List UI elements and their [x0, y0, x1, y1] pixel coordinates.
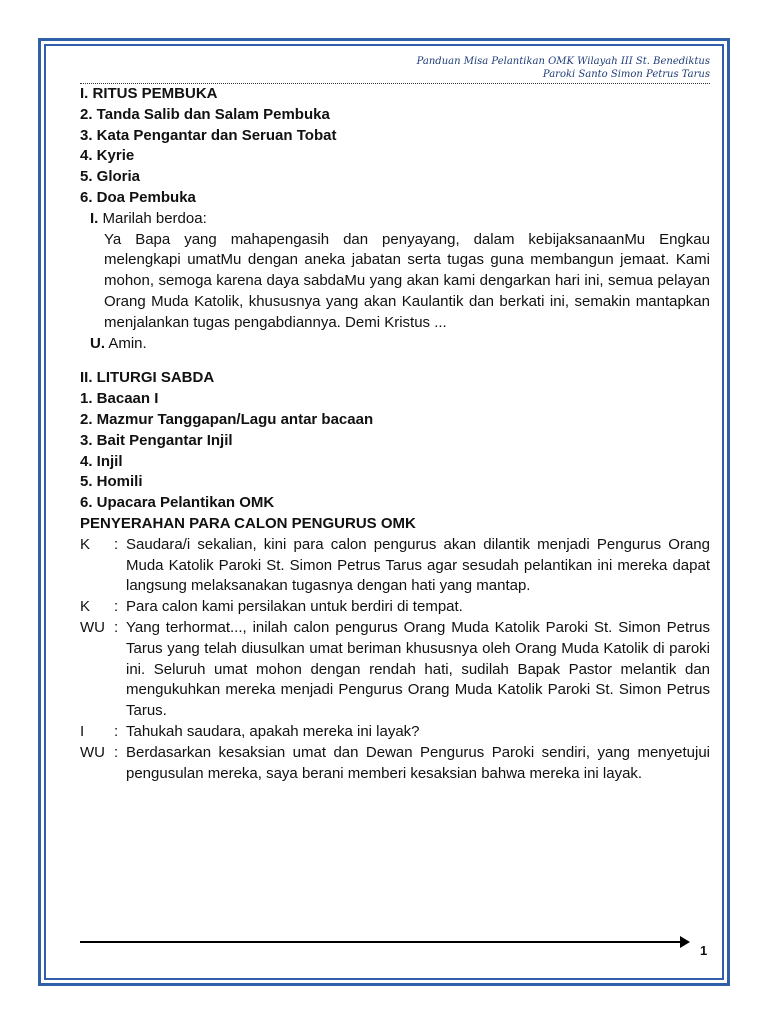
prayer-i-text: Marilah berdoa:: [102, 209, 207, 227]
section-1-item: 3. Kata Pengantar dan Seruan Tobat: [80, 126, 337, 144]
dialogue-line: [80, 535, 710, 597]
dialogue-text: Saudara/i sekalian, kini para calon pengurus akan dilantik menjadi Pengurus Orang Muda Katolik Paroki St. Simon Petrus Tarus agar sesudah pelantikan ini mereka dapat langsung melaksanakan tugasnya dengan hati yang mantap.: [126, 535, 710, 595]
section-2-subheading: PENYERAHAN PARA CALON PENGURUS OMK: [80, 514, 416, 532]
dialogue-speaker: I: [80, 722, 85, 740]
dialogue-text: Para calon kami persilakan untuk berdiri di tempat.: [126, 598, 463, 616]
dialogue-speaker: WU: [80, 618, 105, 636]
footer-rule: [80, 941, 682, 943]
dialogue-colon: :: [114, 722, 119, 740]
dialogue-speaker: WU: [80, 743, 105, 761]
prayer-invitation: [80, 209, 710, 230]
arrow-right-icon: [680, 936, 690, 948]
dialogue-line: [80, 618, 710, 722]
section-1-item: 6. Doa Pembuka: [80, 188, 196, 206]
dialogue-line: [80, 743, 710, 785]
prayer-u-text: Amin.: [108, 334, 147, 352]
page-number: 1: [700, 943, 708, 958]
section-1-item: 5. Gloria: [80, 168, 141, 186]
dialogue-text: Berdasarkan kesaksian umat dan Dewan Pengurus Paroki sendiri, yang menyetujui pengusulan mereka, saya berani memberi kesaksian bahwa mereka ini layak.: [126, 743, 710, 782]
dialogue-colon: :: [114, 618, 119, 636]
dialogue-colon: :: [114, 535, 119, 553]
header-line-1: Panduan Misa Pelantikan OMK Wilayah III St. Benediktus: [416, 56, 710, 67]
section-2-item: 3. Bait Pengantar Injil: [80, 431, 233, 449]
dialogue-colon: :: [114, 598, 119, 616]
section-2-item: 6. Upacara Pelantikan OMK: [80, 494, 275, 512]
section-1-title: I. RITUS PEMBUKA: [80, 85, 218, 102]
section-2-item: 5. Homili: [80, 473, 143, 491]
dialogue-speaker: K: [80, 598, 91, 616]
prayer-response: [80, 334, 710, 355]
section-2-title: II. LITURGI SABDA: [80, 369, 215, 387]
document-body: [80, 84, 710, 784]
section-2-item: 1. Bacaan I: [80, 390, 159, 408]
document-content: [80, 55, 710, 784]
dialogue-text: Yang terhormat..., inilah calon pengurus Orang Muda Katolik Paroki St. Simon Petrus Tarus yang telah diusulkan umat beriman khususnya oleh Orang Muda Katolik di paroki ini. Seluruh umat mohon dengan rendah hati, sudilah Bapak Pastor melantik dan mengukuhkan mereka menjadi Pengurus Orang Muda Katolik Paroki St. Simon Petrus Tarus.: [126, 618, 710, 720]
prayer-i-label: I.: [90, 209, 99, 227]
running-header: [80, 55, 710, 84]
section-1-item: 2. Tanda Salib dan Salam Pembuka: [80, 105, 330, 123]
spacer: [80, 354, 710, 368]
dialogue-line: [80, 722, 710, 743]
prayer-u-label: U.: [90, 334, 105, 352]
section-2-item: 2. Mazmur Tanggapan/Lagu antar bacaan: [80, 410, 374, 428]
section-2-item: 4. Injil: [80, 452, 123, 470]
dialogue-line: [80, 597, 710, 618]
prayer-body: Ya Bapa yang mahapengasih dan penyayang, dalam kebijaksanaanMu Engkau melengkapi umatMu dengan aneka jabatan serta tugas guna membangun jemaat. Kami mohon, semoga karena daya sabdaMu yang akan kami dengarkan hari ini, semua pelayan Orang Muda Katolik, khususnya yang akan Kaulantik dan berkati ini, semakin mantapkan menjalankan tugas pengabdiannya. Demi Kristus ...: [104, 230, 710, 331]
section-1-item: 4. Kyrie: [80, 147, 135, 165]
dialogue-text: Tahukah saudara, apakah mereka ini layak?: [126, 722, 420, 740]
dialogue-speaker: K: [80, 535, 91, 553]
header-line-2: Paroki Santo Simon Petrus Tarus: [542, 69, 710, 80]
dialogue-colon: :: [114, 743, 119, 761]
